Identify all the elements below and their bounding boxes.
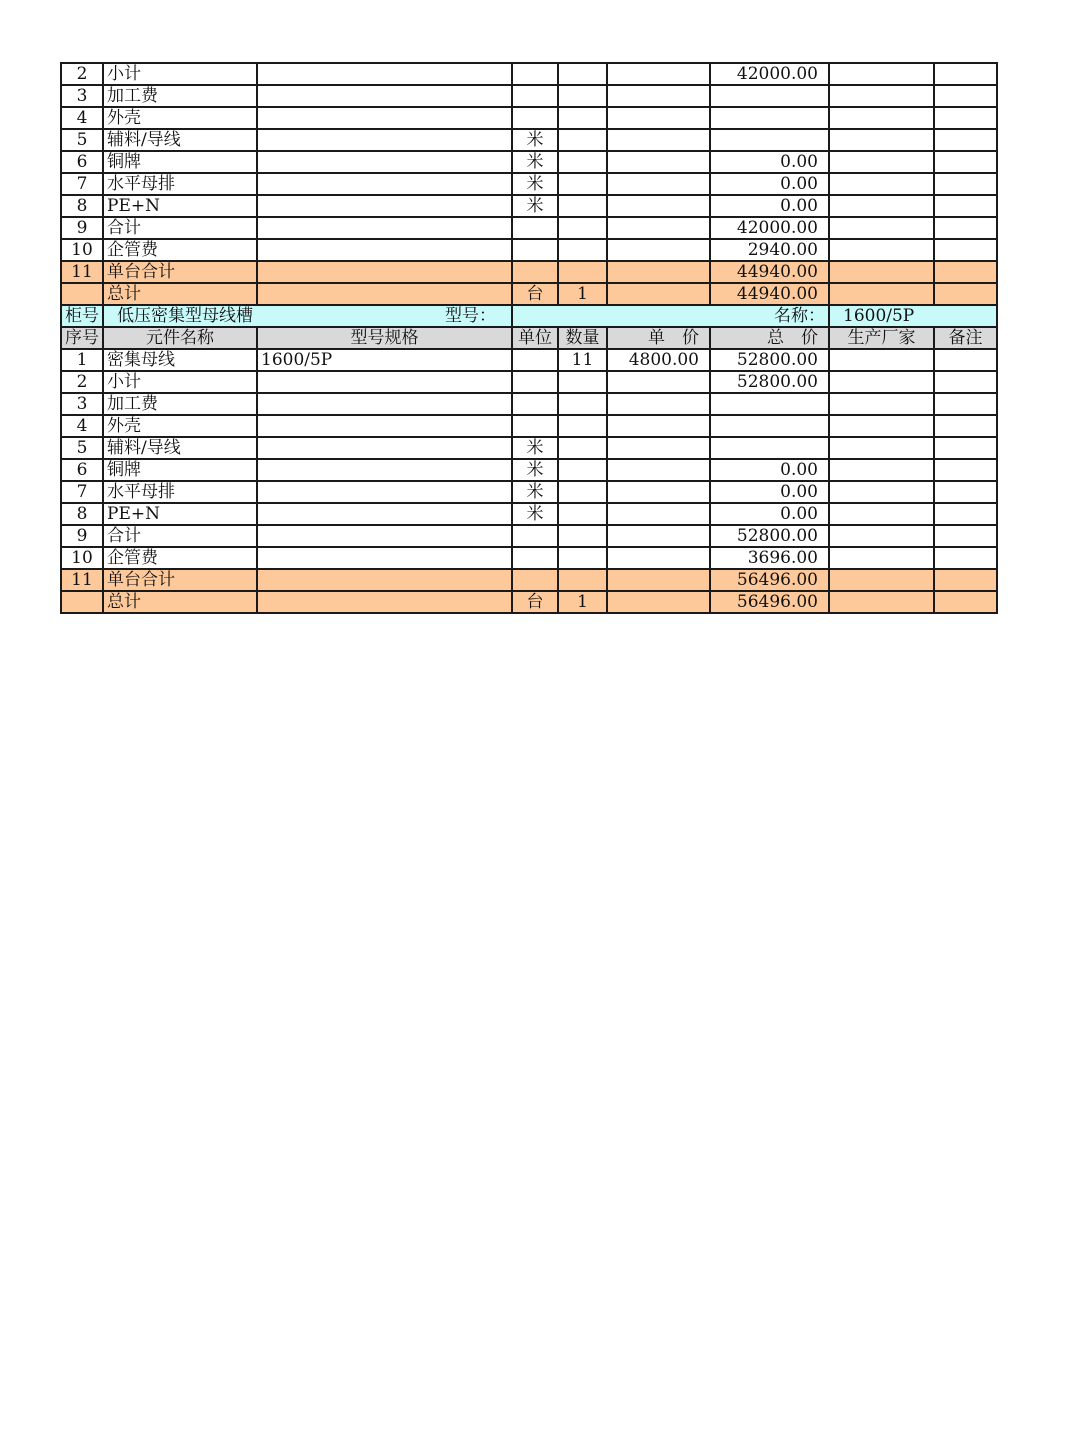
- total-price-cell[interactable]: 3696.00: [710, 547, 829, 569]
- quantity-cell[interactable]: [558, 129, 607, 151]
- unit-cell[interactable]: 米: [512, 437, 558, 459]
- unit-cell[interactable]: [512, 63, 558, 85]
- unit-price-cell[interactable]: [607, 239, 710, 261]
- component-name-cell[interactable]: 密集母线: [103, 349, 257, 371]
- model-spec-cell[interactable]: [257, 547, 512, 569]
- unit-cell[interactable]: 米: [512, 459, 558, 481]
- table-row: [61, 481, 997, 503]
- model-value-cell[interactable]: [512, 305, 829, 327]
- remark-cell[interactable]: [934, 503, 997, 525]
- quantity-cell[interactable]: 1: [558, 283, 607, 305]
- summary-row: [61, 569, 997, 591]
- row-number-cell[interactable]: 3: [61, 85, 103, 107]
- unit-price-cell[interactable]: [607, 63, 710, 85]
- column-header-row: [61, 327, 997, 349]
- remark-cell[interactable]: [934, 173, 997, 195]
- table-row: [61, 547, 997, 569]
- total-price-cell[interactable]: 52800.00: [710, 349, 829, 371]
- manufacturer-cell[interactable]: [829, 569, 934, 591]
- model-spec-cell[interactable]: [257, 437, 512, 459]
- total-price-cell[interactable]: 42000.00: [710, 63, 829, 85]
- row-number-cell[interactable]: 11: [61, 261, 103, 283]
- manufacturer-cell[interactable]: [829, 85, 934, 107]
- remark-cell[interactable]: [934, 151, 997, 173]
- quantity-cell[interactable]: [558, 173, 607, 195]
- unit-cell[interactable]: [512, 217, 558, 239]
- model-spec-cell[interactable]: [257, 217, 512, 239]
- manufacturer-cell[interactable]: [829, 393, 934, 415]
- manufacturer-cell[interactable]: [829, 481, 934, 503]
- component-name-cell[interactable]: PE+N: [103, 503, 257, 525]
- unit-price-cell[interactable]: [607, 195, 710, 217]
- component-name-cell[interactable]: 铜牌: [103, 459, 257, 481]
- unit-cell[interactable]: [512, 525, 558, 547]
- unit-cell[interactable]: 米: [512, 151, 558, 173]
- row-number-cell[interactable]: 10: [61, 547, 103, 569]
- manufacturer-cell[interactable]: [829, 547, 934, 569]
- model-spec-cell[interactable]: [257, 129, 512, 151]
- unit-cell[interactable]: [512, 239, 558, 261]
- unit-cell[interactable]: 台: [512, 591, 558, 613]
- remark-cell[interactable]: [934, 569, 997, 591]
- manufacturer-cell[interactable]: [829, 459, 934, 481]
- unit-price-cell[interactable]: [607, 525, 710, 547]
- model-spec-cell[interactable]: [257, 393, 512, 415]
- table-row: [61, 63, 997, 85]
- model-spec-cell[interactable]: [257, 283, 512, 305]
- component-name-cell[interactable]: 水平母排: [103, 481, 257, 503]
- remark-cell[interactable]: [934, 525, 997, 547]
- remark-cell[interactable]: [934, 283, 997, 305]
- remark-cell[interactable]: [934, 415, 997, 437]
- quantity-cell[interactable]: [558, 239, 607, 261]
- component-name-cell[interactable]: 外壳: [103, 107, 257, 129]
- remark-cell[interactable]: [934, 195, 997, 217]
- manufacturer-cell[interactable]: [829, 591, 934, 613]
- quantity-cell[interactable]: 11: [558, 349, 607, 371]
- unit-price-cell[interactable]: [607, 217, 710, 239]
- total-price-cell[interactable]: 0.00: [710, 459, 829, 481]
- unit-cell[interactable]: 米: [512, 195, 558, 217]
- unit-price-cell[interactable]: [607, 481, 710, 503]
- unit-cell[interactable]: [512, 569, 558, 591]
- row-number-cell[interactable]: 6: [61, 151, 103, 173]
- row-number-cell[interactable]: 9: [61, 525, 103, 547]
- row-number-cell[interactable]: 6: [61, 459, 103, 481]
- row-number-cell[interactable]: 序号: [61, 327, 103, 349]
- unit-price-cell[interactable]: [607, 283, 710, 305]
- model-spec-cell[interactable]: [257, 261, 512, 283]
- quantity-cell[interactable]: [558, 437, 607, 459]
- unit-cell[interactable]: [512, 107, 558, 129]
- table-row: [61, 459, 997, 481]
- unit-price-cell[interactable]: [607, 107, 710, 129]
- quantity-cell[interactable]: 1: [558, 591, 607, 613]
- row-number-cell[interactable]: 5: [61, 129, 103, 151]
- row-number-cell[interactable]: 7: [61, 173, 103, 195]
- component-name-cell[interactable]: 辅料/导线: [103, 129, 257, 151]
- model-spec-cell[interactable]: [257, 591, 512, 613]
- manufacturer-cell[interactable]: [829, 261, 934, 283]
- component-name-cell[interactable]: 合计: [103, 525, 257, 547]
- manufacturer-cell[interactable]: [829, 371, 934, 393]
- component-name-cell[interactable]: 元件名称: [103, 327, 257, 349]
- component-name-cell[interactable]: 小计: [103, 63, 257, 85]
- unit-cell[interactable]: [512, 547, 558, 569]
- total-price-cell[interactable]: [710, 85, 829, 107]
- row-number-cell[interactable]: [61, 283, 103, 305]
- unit-cell[interactable]: 米: [512, 173, 558, 195]
- model-spec-cell[interactable]: [257, 151, 512, 173]
- component-name-cell[interactable]: 总计: [103, 591, 257, 613]
- component-name-cell[interactable]: 企管费: [103, 547, 257, 569]
- table-row: [61, 349, 997, 371]
- model-spec-cell[interactable]: [257, 239, 512, 261]
- unit-cell[interactable]: [512, 371, 558, 393]
- total-price-cell[interactable]: 56496.00: [710, 591, 829, 613]
- component-name-cell[interactable]: 水平母排: [103, 173, 257, 195]
- table-row: [61, 503, 997, 525]
- quantity-cell[interactable]: 数量: [558, 327, 607, 349]
- component-name-cell[interactable]: PE+N: [103, 195, 257, 217]
- quantity-cell[interactable]: [558, 459, 607, 481]
- summary-row: [61, 261, 997, 283]
- total-price-cell[interactable]: 52800.00: [710, 371, 829, 393]
- unit-price-cell[interactable]: [607, 261, 710, 283]
- remark-cell[interactable]: [934, 437, 997, 459]
- remark-cell[interactable]: [934, 481, 997, 503]
- unit-price-cell[interactable]: [607, 173, 710, 195]
- model-spec-cell[interactable]: [257, 85, 512, 107]
- name-value-cell[interactable]: [829, 305, 997, 327]
- model-spec-cell[interactable]: [257, 63, 512, 85]
- total-price-cell[interactable]: 56496.00: [710, 569, 829, 591]
- component-name-cell[interactable]: 小计: [103, 371, 257, 393]
- row-number-cell[interactable]: 7: [61, 481, 103, 503]
- row-number-cell[interactable]: 4: [61, 415, 103, 437]
- component-name-cell[interactable]: 合计: [103, 217, 257, 239]
- component-name-cell[interactable]: 外壳: [103, 415, 257, 437]
- total-price-cell[interactable]: 52800.00: [710, 525, 829, 547]
- manufacturer-cell[interactable]: [829, 173, 934, 195]
- manufacturer-cell[interactable]: 生产厂家: [829, 327, 934, 349]
- row-number-cell[interactable]: 8: [61, 503, 103, 525]
- quantity-cell[interactable]: [558, 63, 607, 85]
- remark-cell[interactable]: [934, 261, 997, 283]
- quotation-table: [60, 62, 998, 614]
- manufacturer-cell[interactable]: [829, 63, 934, 85]
- manufacturer-cell[interactable]: [829, 151, 934, 173]
- manufacturer-cell[interactable]: [829, 503, 934, 525]
- unit-price-cell[interactable]: [607, 129, 710, 151]
- unit-cell[interactable]: [512, 393, 558, 415]
- remark-cell[interactable]: 备注: [934, 327, 997, 349]
- manufacturer-cell[interactable]: [829, 283, 934, 305]
- table-row: [61, 107, 997, 129]
- total-price-cell[interactable]: 0.00: [710, 173, 829, 195]
- table-row: [61, 437, 997, 459]
- total-price-cell[interactable]: [710, 393, 829, 415]
- unit-cell[interactable]: 单位: [512, 327, 558, 349]
- unit-cell[interactable]: 米: [512, 129, 558, 151]
- summary-row: [61, 591, 997, 613]
- total-price-cell[interactable]: [710, 107, 829, 129]
- unit-cell[interactable]: [512, 85, 558, 107]
- model-spec-cell[interactable]: [257, 481, 512, 503]
- component-name-cell[interactable]: 铜牌: [103, 151, 257, 173]
- manufacturer-cell[interactable]: [829, 437, 934, 459]
- unit-price-cell[interactable]: [607, 371, 710, 393]
- table-row: [61, 525, 997, 547]
- component-name-cell[interactable]: 单台合计: [103, 261, 257, 283]
- quantity-cell[interactable]: [558, 393, 607, 415]
- unit-price-cell[interactable]: [607, 547, 710, 569]
- model-spec-cell[interactable]: [257, 415, 512, 437]
- component-name-cell[interactable]: 企管费: [103, 239, 257, 261]
- remark-cell[interactable]: [934, 547, 997, 569]
- quantity-cell[interactable]: [558, 151, 607, 173]
- model-spec-cell[interactable]: [257, 195, 512, 217]
- row-number-cell[interactable]: 2: [61, 371, 103, 393]
- table-row: [61, 371, 997, 393]
- model-spec-cell[interactable]: 1600/5P: [257, 349, 512, 371]
- cabinet-value: 低压密集型母线槽: [117, 306, 253, 326]
- total-price-cell[interactable]: 2940.00: [710, 239, 829, 261]
- total-price-cell[interactable]: [710, 437, 829, 459]
- name-label: 名称：: [774, 306, 825, 326]
- remark-cell[interactable]: [934, 393, 997, 415]
- remark-cell[interactable]: [934, 591, 997, 613]
- row-number-cell[interactable]: 2: [61, 63, 103, 85]
- remark-cell[interactable]: [934, 459, 997, 481]
- cabinet-label: 柜号: [61, 305, 103, 327]
- remark-cell[interactable]: [934, 239, 997, 261]
- quantity-cell[interactable]: [558, 195, 607, 217]
- unit-price-cell[interactable]: [607, 503, 710, 525]
- model-spec-cell[interactable]: [257, 371, 512, 393]
- table-row: [61, 173, 997, 195]
- remark-cell[interactable]: [934, 63, 997, 85]
- unit-price-cell[interactable]: [607, 569, 710, 591]
- remark-cell[interactable]: [934, 217, 997, 239]
- unit-price-cell[interactable]: 单 价: [607, 327, 710, 349]
- total-price-cell[interactable]: 42000.00: [710, 217, 829, 239]
- row-number-cell[interactable]: 11: [61, 569, 103, 591]
- table-row: [61, 129, 997, 151]
- quantity-cell[interactable]: [558, 547, 607, 569]
- table-row: [61, 195, 997, 217]
- quantity-cell[interactable]: [558, 217, 607, 239]
- total-price-cell[interactable]: [710, 129, 829, 151]
- component-name-cell[interactable]: 辅料/导线: [103, 437, 257, 459]
- quantity-cell[interactable]: [558, 481, 607, 503]
- remark-cell[interactable]: [934, 371, 997, 393]
- quantity-cell[interactable]: [558, 261, 607, 283]
- row-number-cell[interactable]: 9: [61, 217, 103, 239]
- unit-price-cell[interactable]: 4800.00: [607, 349, 710, 371]
- quantity-cell[interactable]: [558, 371, 607, 393]
- unit-price-cell[interactable]: [607, 85, 710, 107]
- row-number-cell[interactable]: 5: [61, 437, 103, 459]
- row-number-cell[interactable]: 1: [61, 349, 103, 371]
- unit-cell[interactable]: 米: [512, 503, 558, 525]
- model-spec-cell[interactable]: [257, 107, 512, 129]
- row-number-cell[interactable]: 3: [61, 393, 103, 415]
- unit-cell[interactable]: [512, 415, 558, 437]
- remark-cell[interactable]: [934, 349, 997, 371]
- row-number-cell[interactable]: 4: [61, 107, 103, 129]
- quantity-cell[interactable]: [558, 503, 607, 525]
- unit-cell[interactable]: 台: [512, 283, 558, 305]
- total-price-cell[interactable]: 0.00: [710, 481, 829, 503]
- model-spec-cell[interactable]: [257, 525, 512, 547]
- model-spec-cell[interactable]: [257, 459, 512, 481]
- total-price-cell[interactable]: 0.00: [710, 151, 829, 173]
- manufacturer-cell[interactable]: [829, 129, 934, 151]
- unit-price-cell[interactable]: [607, 393, 710, 415]
- model-spec-cell[interactable]: [257, 173, 512, 195]
- table-row: [61, 85, 997, 107]
- row-number-cell[interactable]: 8: [61, 195, 103, 217]
- total-price-cell[interactable]: 0.00: [710, 195, 829, 217]
- table-row: [61, 393, 997, 415]
- quantity-cell[interactable]: [558, 415, 607, 437]
- cabinet-info-row: [61, 305, 997, 327]
- unit-price-cell[interactable]: [607, 151, 710, 173]
- unit-cell[interactable]: [512, 261, 558, 283]
- manufacturer-cell[interactable]: [829, 525, 934, 547]
- total-price-cell[interactable]: 总 价: [710, 327, 829, 349]
- table-row: [61, 217, 997, 239]
- row-number-cell[interactable]: 10: [61, 239, 103, 261]
- total-price-cell[interactable]: 44940.00: [710, 283, 829, 305]
- manufacturer-cell[interactable]: [829, 195, 934, 217]
- total-price-cell[interactable]: [710, 415, 829, 437]
- unit-cell[interactable]: 米: [512, 481, 558, 503]
- manufacturer-cell[interactable]: [829, 415, 934, 437]
- model-spec-cell[interactable]: [257, 569, 512, 591]
- component-name-cell[interactable]: 总计: [103, 283, 257, 305]
- unit-price-cell[interactable]: [607, 415, 710, 437]
- quantity-cell[interactable]: [558, 85, 607, 107]
- component-name-cell[interactable]: 加工费: [103, 85, 257, 107]
- quantity-cell[interactable]: [558, 569, 607, 591]
- unit-price-cell[interactable]: [607, 437, 710, 459]
- manufacturer-cell[interactable]: [829, 239, 934, 261]
- remark-cell[interactable]: [934, 85, 997, 107]
- table-row: [61, 239, 997, 261]
- total-price-cell[interactable]: 44940.00: [710, 261, 829, 283]
- remark-cell[interactable]: [934, 129, 997, 151]
- table-row: [61, 415, 997, 437]
- unit-cell[interactable]: [512, 349, 558, 371]
- manufacturer-cell[interactable]: [829, 107, 934, 129]
- model-label: 型号：: [445, 306, 496, 326]
- cabinet-cell[interactable]: [103, 305, 512, 327]
- row-number-cell[interactable]: [61, 591, 103, 613]
- summary-row: [61, 283, 997, 305]
- remark-cell[interactable]: [934, 107, 997, 129]
- model-spec-cell[interactable]: 型号规格: [257, 327, 512, 349]
- manufacturer-cell[interactable]: [829, 349, 934, 371]
- unit-price-cell[interactable]: [607, 459, 710, 481]
- table-row: [61, 151, 997, 173]
- quantity-cell[interactable]: [558, 107, 607, 129]
- unit-price-cell[interactable]: [607, 591, 710, 613]
- model-spec-cell[interactable]: [257, 503, 512, 525]
- total-price-cell[interactable]: 0.00: [710, 503, 829, 525]
- quantity-cell[interactable]: [558, 525, 607, 547]
- component-name-cell[interactable]: 单台合计: [103, 569, 257, 591]
- component-name-cell[interactable]: 加工费: [103, 393, 257, 415]
- manufacturer-cell[interactable]: [829, 217, 934, 239]
- name-value: 1600/5P: [843, 306, 915, 326]
